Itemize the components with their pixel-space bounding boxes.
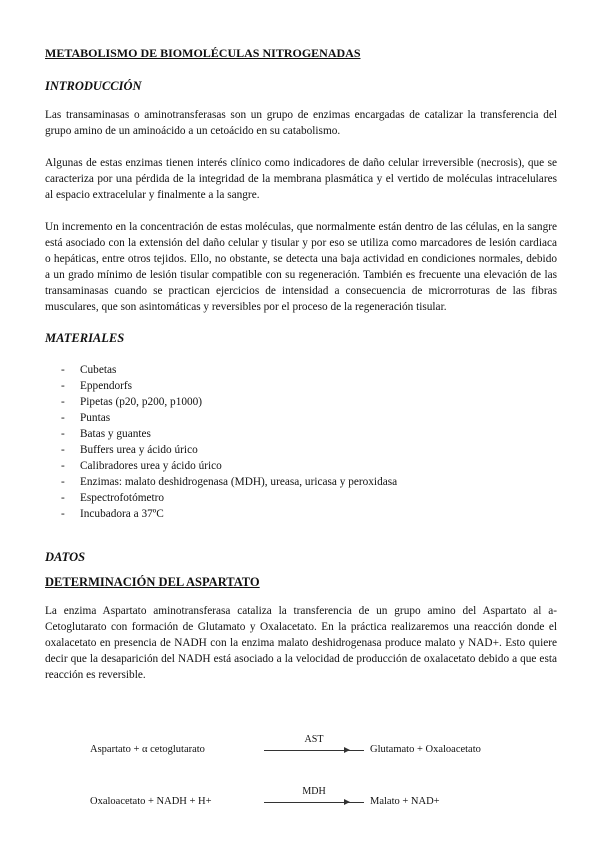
list-item: - Calibradores urea y ácido úrico (61, 460, 222, 472)
list-item-label: Cubetas (80, 364, 117, 376)
arrowhead-icon (344, 799, 350, 805)
list-item: - Incubadora a 37ºC (61, 508, 164, 520)
list-item: - Espectrofotómetro (61, 492, 165, 504)
reaction-enzyme-label: MDH (302, 786, 326, 797)
list-item-label: Buffers urea y ácido úrico (80, 444, 198, 456)
list-item: - Cubetas (61, 364, 117, 376)
reaction-left: Oxaloacetato + NADH + H+ (90, 796, 212, 807)
list-item: - Pipetas (p20, p200, p1000) (61, 396, 203, 408)
list-item: - Buffers urea y ácido úrico (61, 444, 198, 456)
intro-paragraph-2: Algunas de estas enzimas tienen interés clínico como indicadores de daño celular irreversible (necrosis), que se caracteriza por una pérdida de la integridad de la membrana plasmática y el vertido de moléculas intracelulares al espacio extracelular y finalmente a la sangre. (45, 157, 557, 201)
list-item: - Enzimas: malato deshidrogenasa (MDH), ureasa, uricasa y peroxidasa (61, 476, 398, 488)
document-title: METABOLISMO DE BIOMOLÉCULAS NITROGENADAS (45, 46, 361, 60)
list-item-label: Espectrofotómetro (80, 492, 165, 504)
reaction-ast (90, 734, 510, 758)
arrowhead-icon (344, 747, 350, 753)
reaction-right: Malato + NAD+ (370, 796, 440, 807)
reaction-mdh (90, 786, 510, 810)
subsection-heading-aspartato: DETERMINACIÓN DEL ASPARTATO (45, 575, 260, 589)
document-body (45, 46, 557, 683)
datos-paragraph-1: La enzima Aspartato aminotransferasa cataliza la transferencia de un grupo amino del Aspartato al a-Cetoglutarato con formación de Glutamato y Oxalacetato. En la práctica realizaremos una reacción donde el oxalacetato en presencia de NADH con la enzima malato deshidrogenasa produce malato y NAD+. Esto quiere decir que la desaparición del NADH está asociado a la velocidad de producción de oxalacetato debido a que esta reacción es reversible. (45, 605, 557, 681)
list-item-label: Batas y guantes (80, 428, 151, 440)
intro-paragraph-1: Las transaminasas o aminotransferasas son un grupo de enzimas encargadas de catalizar la transferencia del grupo amino de un aminoácido a un cetoácido en su catabolismo. (45, 109, 557, 137)
reaction-right: Glutamato + Oxaloacetato (370, 744, 481, 755)
reaction-left: Aspartato + α cetoglutarato (90, 744, 205, 755)
list-item: - Eppendorfs (61, 380, 133, 392)
list-item-label: Calibradores urea y ácido úrico (80, 460, 222, 472)
list-item-label: Pipetas (p20, p200, p1000) (80, 396, 203, 408)
intro-paragraph-3: Un incremento en la concentración de estas moléculas, que normalmente están dentro de las células, en la sangre está asociado con la extensión del daño celular y tisular y por eso se utiliza como marcadores de lesión cardiaca o hepáticas, entre otros tejidos. Ello, no obstante, se detecta una baja actividad en condiciones normales, debido a un grado mínimo de lesión tisular compatible con su regeneración. También es frecuente una elevación de las transaminasas cuando se practican ejercicios de intensidad a consecuencia de microrroturas de las fibras musculares, que son asintomáticas y reversibles por el proceso de la regeneración tisular. (45, 221, 557, 313)
list-item: - Puntas (61, 412, 111, 424)
section-heading-introduccion: INTRODUCCIÓN (45, 79, 142, 93)
materials-list (45, 362, 557, 522)
list-item-label: Enzimas: malato deshidrogenasa (MDH), ureasa, uricasa y peroxidasa (80, 476, 398, 488)
list-item: - Batas y guantes (61, 428, 151, 440)
reaction-enzyme-label: AST (304, 734, 324, 745)
list-item-label: Puntas (80, 412, 111, 424)
section-heading-datos: DATOS (45, 550, 86, 564)
list-item-label: Incubadora a 37ºC (80, 508, 164, 520)
list-item-label: Eppendorfs (80, 380, 133, 392)
section-heading-materiales: MATERIALES (45, 331, 125, 345)
